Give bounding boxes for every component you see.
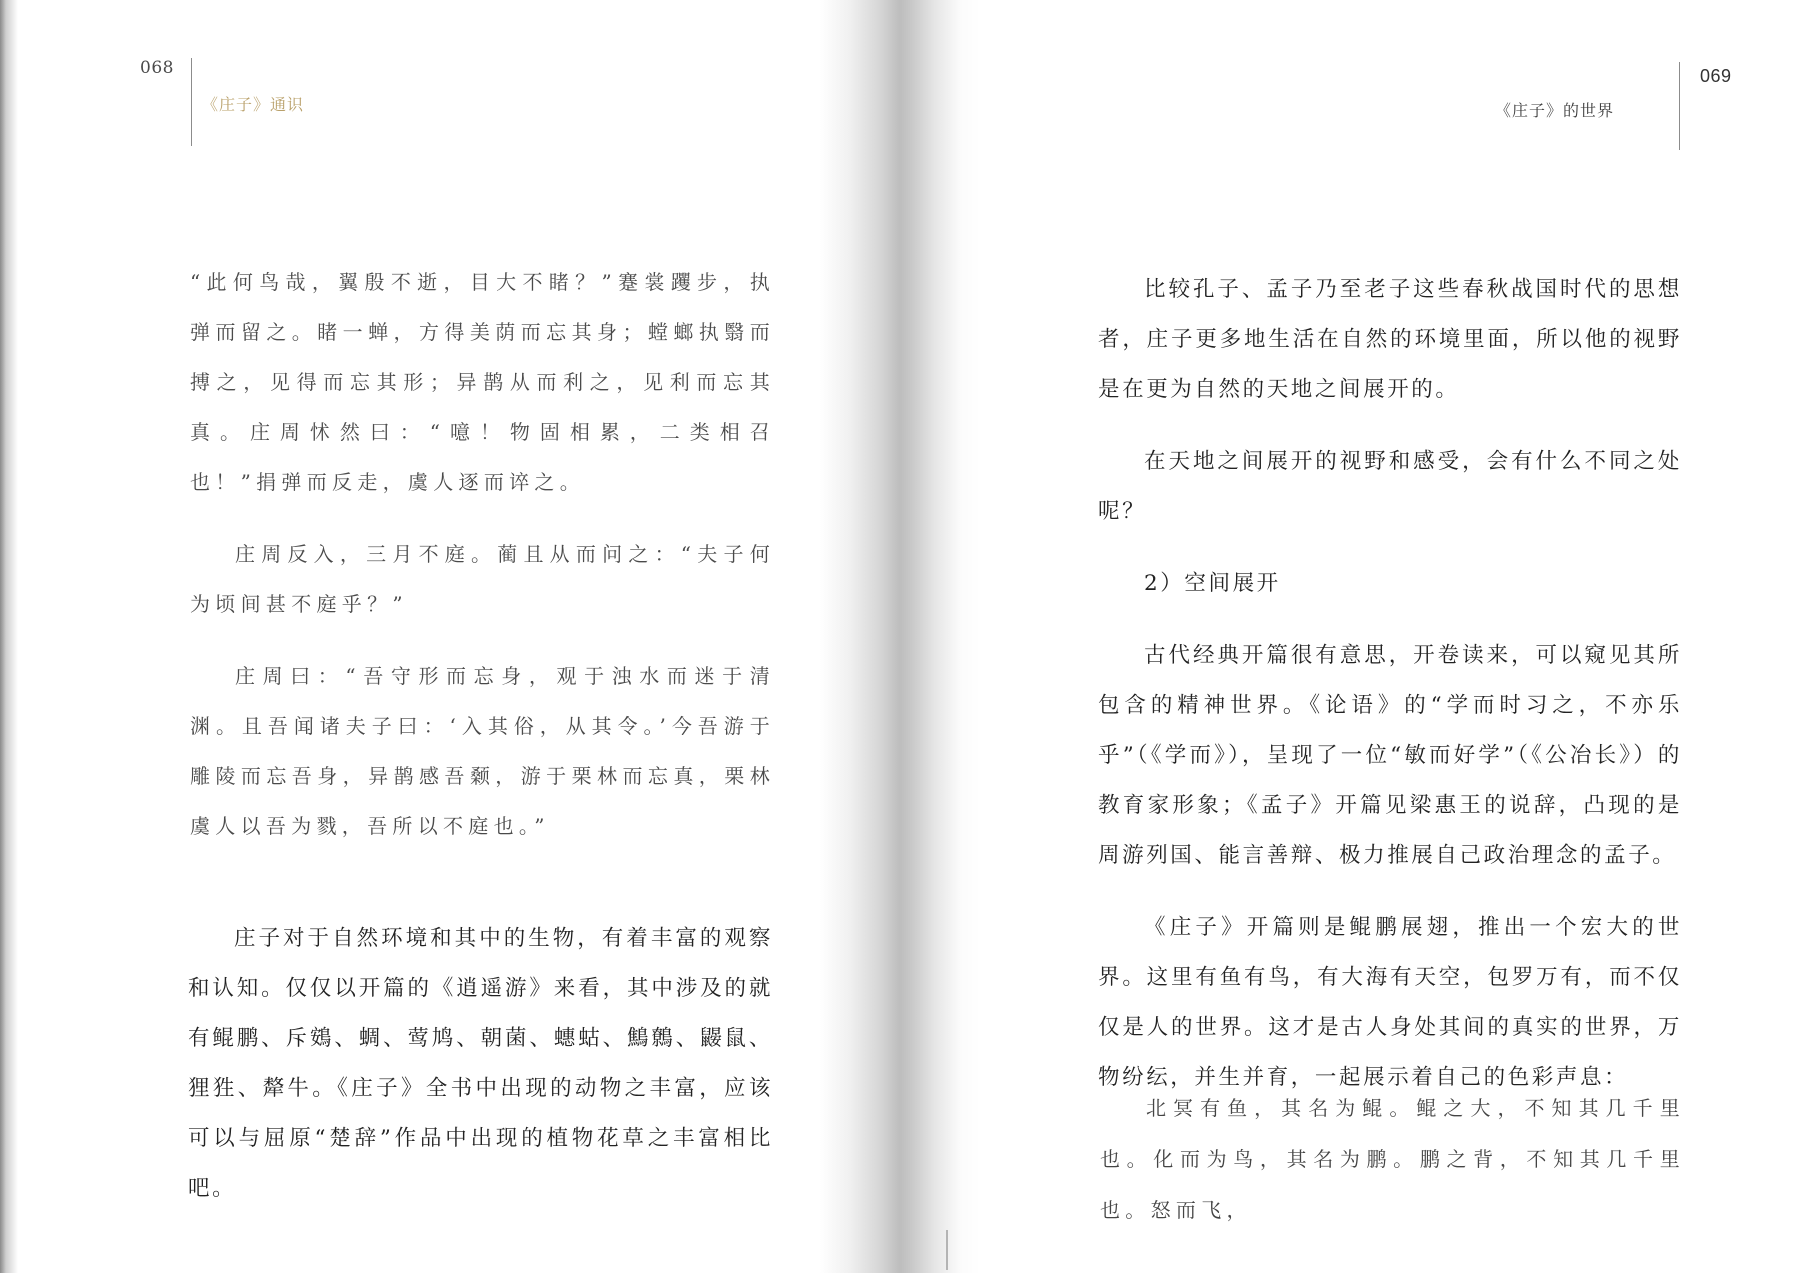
header-rule bbox=[191, 58, 192, 146]
running-head: 《庄子》通识 bbox=[202, 95, 305, 114]
quoted-passage bbox=[1100, 1083, 1685, 1236]
body-paragraph: 庄子对于自然环境和其中的生物，有着丰富的观察和认知。仅仅以开篇的《逍遥游》来看，其中涉及的就有鲲鹏、斥鴳、蜩、莺鸠、朝菌、蟪蛄、鷦鷯、鼹鼠、狸狌、犛牛。《庄子》全书中出现的动物之丰富，应该可以与屈原“楚辞”作品中出现的植物花草之丰富相比吧。 bbox=[188, 926, 773, 1201]
quote-paragraph: 庄周反入，三月不庭。蔺且从而问之：“夫子何为顷间甚不庭乎？” bbox=[190, 542, 775, 616]
quote-paragraph: 北冥有鱼，其名为鲲。鲲之大，不知其几千里也。化而为鸟，其名为鹏。鹏之背，不知其几千里也。怒而飞， bbox=[1100, 1096, 1685, 1222]
header-rule bbox=[1679, 62, 1680, 150]
body-text bbox=[188, 914, 773, 1214]
body-paragraph: 在天地之间展开的视野和感受，会有什么不同之处呢？ bbox=[1098, 449, 1682, 524]
body-paragraph: 比较孔子、孟子乃至老子这些春秋战国时代的思想者，庄子更多地生活在自然的环境里面，所以他的视野是在更为自然的天地之间展开的。 bbox=[1098, 277, 1682, 402]
quote-paragraph: 庄周曰：“吾守形而忘身，观于浊水而迷于清渊。且吾闻诸夫子曰：‘入其俗，从其令。’今吾游于雕陵而忘吾身，异鹊感吾颡，游于栗林而忘真，栗林虞人以吾为戮，吾所以不庭也。” bbox=[190, 664, 775, 838]
quote-paragraph: “此何鸟哉，翼殷不逝，目大不睹？”蹇裳躩步，执弹而留之。睹一蝉，方得美荫而忘其身；螳螂执翳而搏之，见得而忘其形；异鹊从而利之，见利而忘其真。庄周怵然曰：“噫！物固相累，二类相召也！”捐弹而反走，虞人逐而谇之。 bbox=[190, 270, 775, 494]
page-number: 068 bbox=[140, 58, 174, 78]
body-paragraph: 古代经典开篇很有意思，开卷读来，可以窥见其所包含的精神世界。《论语》的“学而时习之，不亦乐乎”（《学而》），呈现了一位“敏而好学”（《公冶长》）的教育家形象；《孟子》开篇见梁惠王的说辞，凸现的是周游列国、能言善辩、极力推展自己政治理念的孟子。 bbox=[1098, 643, 1682, 868]
quoted-passage bbox=[190, 257, 775, 851]
binding-shadow-mark bbox=[946, 1230, 948, 1270]
section-heading: 2）空间展开 bbox=[1144, 571, 1281, 596]
body-paragraph: 《庄子》开篇则是鲲鹏展翅，推出一个宏大的世界。这里有鱼有鸟，有大海有天空，包罗万有，而不仅仅是人的世界。这才是古人身处其间的真实的世界，万物纷纭，并生并育，一起展示着自己的色彩声息： bbox=[1098, 915, 1682, 1090]
body-text bbox=[1098, 265, 1682, 1125]
page-number: 069 bbox=[1700, 66, 1732, 86]
running-head: 《庄子》的世界 bbox=[1495, 101, 1615, 120]
